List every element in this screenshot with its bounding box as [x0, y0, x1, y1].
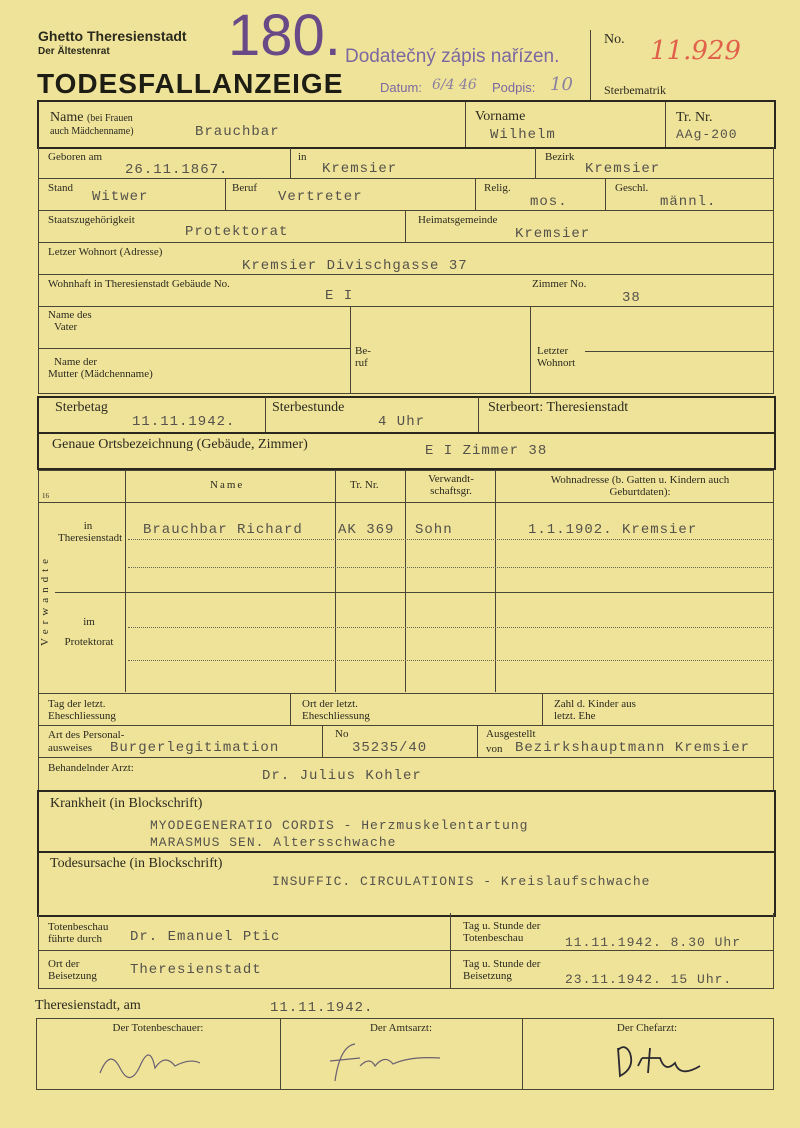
- beisetzung-tag-value: 23.11.1942. 15 Uhr.: [565, 972, 733, 987]
- sterbeort-label: Sterbeort: Theresienstadt: [488, 400, 629, 415]
- handwritten-number: 180.: [228, 3, 341, 68]
- in-label: in: [298, 151, 307, 163]
- wohnort-label: Letzer Wohnort (Adresse): [48, 246, 163, 258]
- geschl-label: Geschl.: [615, 182, 649, 194]
- name-label: Name: [50, 110, 84, 125]
- form-title: TODESFALLANZEIGE: [37, 68, 344, 99]
- ausweis-label: Art des Personal-: [48, 729, 125, 741]
- krankheit-line1: MYODEGENERATIO CORDIS - Herzmuskelentartung: [150, 818, 529, 833]
- beisetzung-ort-value: Theresienstadt: [130, 962, 262, 978]
- relative-address: 1.1.1902. Kremsier: [528, 522, 698, 538]
- col-name: Name: [210, 479, 245, 491]
- org-name: Ghetto Theresienstadt: [38, 28, 187, 44]
- section-number: 16: [42, 492, 49, 500]
- geboren-value: 26.11.1867.: [125, 162, 229, 178]
- bezirk-value: Kremsier: [585, 161, 661, 177]
- wohnort-value: Kremsier Divischgasse 37: [242, 258, 468, 274]
- genau-value: E I Zimmer 38: [425, 443, 548, 459]
- sig-amtsarzt: Der Amtsarzt:: [369, 1022, 432, 1034]
- trnr-label: Tr. Nr.: [676, 110, 713, 125]
- sig-chefarzt: Der Chefarzt:: [616, 1022, 678, 1034]
- col-wohnadresse: Wohnadresse (b. Gatten u. Kindern auch Geburtdaten):: [550, 474, 730, 498]
- col-verwandt: Verwandt-schaftsgr.: [428, 473, 474, 497]
- staat-value: Protektorat: [185, 224, 289, 240]
- stand-label: Stand: [48, 182, 74, 194]
- relig-value: mos.: [530, 194, 568, 210]
- ehe-ort-label: Ort der letzt. Eheschliessung: [302, 698, 370, 722]
- signature-totenbeschauer: [95, 1038, 205, 1083]
- place-date: 11.11.1942.: [270, 1000, 374, 1016]
- vorname-label: Vorname: [475, 109, 526, 124]
- vorname-value: Wilhelm: [490, 127, 556, 143]
- datum-value: 6/4 46: [432, 77, 477, 93]
- todesursache-label: Todesursache (in Blockschrift): [50, 856, 223, 871]
- dept-name: Der Ältestenrat: [38, 46, 110, 57]
- ausweis-no-value: 35235/40: [352, 740, 428, 756]
- beschau-tag-value: 11.11.1942. 8.30 Uhr: [565, 935, 742, 950]
- relative-name: Brauchbar Richard: [143, 522, 303, 538]
- signature-chefarzt: [610, 1038, 710, 1083]
- stand-value: Witwer: [92, 189, 149, 205]
- in-value: Kremsier: [322, 161, 398, 177]
- no-label: No.: [604, 32, 625, 47]
- beisetzung-ort-label: Ort der Beisetzung: [48, 958, 97, 982]
- beschau-tag-label: Tag u. Stunde der Totenbeschau: [463, 920, 541, 944]
- podpis-value: 10: [550, 74, 573, 95]
- von-label: von: [486, 743, 503, 755]
- datum-label: Datum:: [380, 80, 422, 95]
- genau-label: Genaue Ortsbezeichnung (Gebäude, Zimmer): [52, 437, 308, 452]
- sterbestunde-label: Sterbestunde: [272, 400, 345, 415]
- beisetzung-tag-label: Tag u. Stunde der Beisetzung: [463, 958, 541, 982]
- beruf-label: Beruf: [232, 182, 258, 194]
- sterbetag-value: 11.11.1942.: [132, 414, 236, 430]
- ausgestellt-label: Ausgestellt: [486, 728, 536, 740]
- gebaeude-value: E I: [325, 288, 354, 304]
- ausweis-value: Burgerlegitimation: [110, 740, 280, 756]
- surname-value: Brauchbar: [195, 124, 280, 140]
- vater-label: Name des: [48, 309, 92, 321]
- ausweis-no-label: No: [335, 728, 349, 740]
- mutter-label: Name der: [54, 356, 98, 368]
- beruf2-label2: ruf: [355, 357, 368, 369]
- ausgestellt-value: Bezirkshauptmann Kremsier: [515, 740, 751, 756]
- ehe-tag-label: Tag der letzt. Eheschliessung: [48, 698, 116, 722]
- beschau-label: Totenbeschau führte durch: [48, 921, 109, 945]
- beruf2-label: Be-: [355, 345, 371, 357]
- place-label: Theresienstadt, am: [35, 998, 141, 1013]
- podpis-label: Podpis:: [492, 80, 536, 95]
- letzter-label: Letzter: [537, 345, 569, 357]
- zimmer-value: 38: [622, 290, 641, 306]
- todesursache-value: INSUFFIC. CIRCULATIONIS - Kreislaufschwache: [272, 874, 651, 889]
- heimat-label: Heimatsgemeinde: [418, 214, 498, 226]
- col-trnr: Tr. Nr.: [350, 479, 379, 491]
- sterbematrik-label: Sterbematrik: [604, 83, 666, 97]
- vater-label2: Vater: [54, 321, 78, 333]
- side-label: Verwandte: [39, 553, 51, 646]
- group-theresienstadt: in Theresienstadt: [58, 520, 123, 544]
- sterbestunde-value: 4 Uhr: [378, 414, 426, 430]
- beschau-value: Dr. Emanuel Ptic: [130, 929, 281, 945]
- krankheit-line2: MARASMUS SEN. Altersschwache: [150, 835, 397, 850]
- ausweis-label2: ausweises: [48, 742, 92, 754]
- zimmer-label: Zimmer No.: [532, 278, 587, 290]
- wohnhaft-label: Wohnhaft in Theresienstadt Gebäude No.: [48, 278, 230, 290]
- relative-relation: Sohn: [415, 522, 453, 538]
- relative-trnr: AK 369: [338, 522, 395, 538]
- stamp-text: Dodatečný zápis nařízen.: [345, 46, 560, 67]
- letzter-label2: Wohnort: [537, 357, 576, 369]
- mutter-label2: Mutter (Mädchenname): [48, 368, 153, 380]
- heimat-value: Kremsier: [515, 226, 591, 242]
- signature-amtsarzt: [315, 1036, 445, 1086]
- geschl-value: männl.: [660, 194, 717, 210]
- arzt-value: Dr. Julius Kohler: [262, 768, 422, 784]
- sig-totenbeschauer: Der Totenbeschauer:: [112, 1022, 204, 1034]
- beruf-value: Vertreter: [278, 189, 363, 205]
- group-protektorat: im Protektorat: [64, 616, 114, 648]
- register-number: 11.929: [650, 36, 741, 66]
- bezirk-label: Bezirk: [545, 151, 575, 163]
- name-label-sub: (bei Frauen: [86, 113, 133, 124]
- krankheit-label: Krankheit (in Blockschrift): [50, 796, 203, 811]
- trnr-value: AAg-200: [676, 127, 738, 142]
- sterbetag-label: Sterbetag: [55, 400, 108, 415]
- geboren-label: Geboren am: [48, 151, 103, 163]
- name-label-sub2: auch Mädchenname): [50, 126, 134, 137]
- kinder-label: Zahl d. Kinder aus letzt. Ehe: [554, 698, 636, 722]
- arzt-label: Behandelnder Arzt:: [48, 762, 134, 774]
- staat-label: Staatszugehörigkeit: [48, 214, 135, 226]
- relig-label: Relig.: [484, 182, 511, 194]
